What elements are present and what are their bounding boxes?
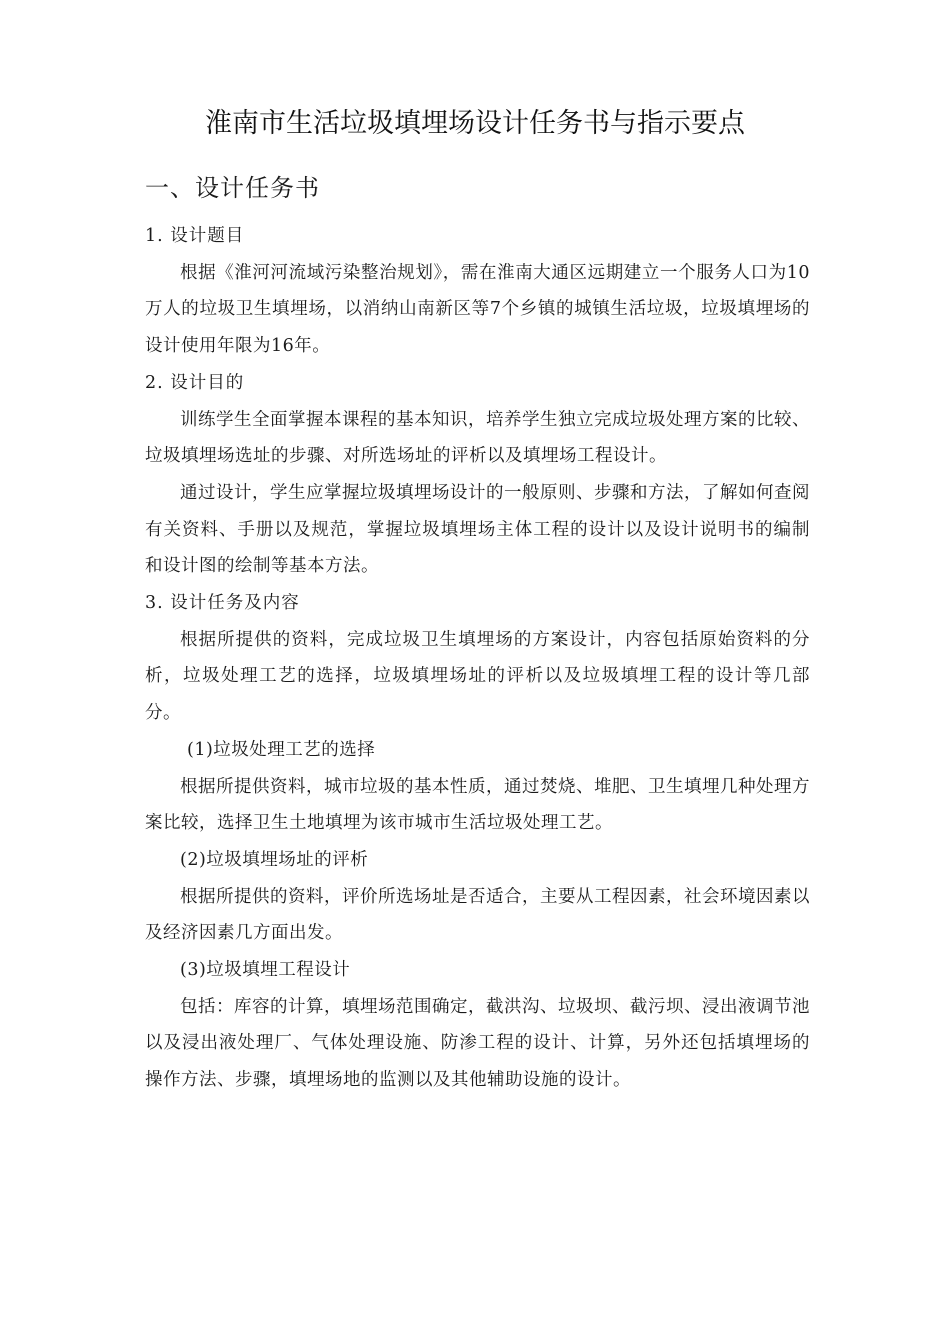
paragraph: 根据所提供的资料，评价所选场址是否适合，主要从工程因素，社会环境因素以及经济因素几方面出发。 bbox=[145, 886, 810, 944]
section-heading-design-brief: 一、设计任务书 bbox=[145, 174, 320, 202]
paragraph: 根据所提供的资料，完成垃圾卫生填埋场的方案设计，内容包括原始资料的分析，垃圾处理工艺的选择，垃圾填埋场址的评析以及垃圾填埋工程的设计等几部分。 bbox=[145, 629, 810, 724]
subheading-site-evaluation: (2)垃圾填埋场址的评析 bbox=[180, 849, 369, 870]
document-title: 淮南市生活垃圾填埋场设计任务书与指示要点 bbox=[205, 108, 745, 139]
paragraph: 根据所提供资料，城市垃圾的基本性质，通过焚烧、堆肥、卫生填埋几种处理方案比较，选择卫生土地填埋为该市城市生活垃圾处理工艺。 bbox=[145, 776, 810, 834]
item-heading-design-purpose: 2. 设计目的 bbox=[145, 372, 245, 393]
item-heading-design-tasks: 3. 设计任务及内容 bbox=[145, 593, 300, 614]
document-body bbox=[145, 218, 810, 1099]
paragraph: 包括：库容的计算，填埋场范围确定，截洪沟、垃圾坝、截污坝、浸出液调节池以及浸出液处理厂、气体处理设施、防渗工程的设计、计算，另外还包括填埋场的操作方法、步骤，填埋场地的监测以及其他辅助设施的设计。 bbox=[145, 996, 810, 1091]
item-heading-design-topic: 1. 设计题目 bbox=[145, 226, 245, 246]
paragraph: 根据《淮河河流域污染整治规划》，需在淮南大通区远期建立一个服务人口为10万人的垃圾卫生填埋场，以消纳山南新区等7个乡镇的城镇生活垃圾，垃圾填埋场的设计使用年限为16年。 bbox=[145, 262, 810, 357]
paragraph: 通过设计，学生应掌握垃圾填埋场设计的一般原则、步骤和方法，了解如何查阅有关资料、手册以及规范，掌握垃圾填埋场主体工程的设计以及设计说明书的编制和设计图的绘制等基本方法。 bbox=[145, 482, 810, 577]
subheading-process-selection: (1)垃圾处理工艺的选择 bbox=[187, 739, 376, 760]
paragraph: 训练学生全面掌握本课程的基本知识，培养学生独立完成垃圾处理方案的比较、垃圾填埋场选址的步骤、对所选场址的评析以及填埋场工程设计。 bbox=[145, 409, 810, 467]
subheading-landfill-engineering: (3)垃圾填埋工程设计 bbox=[180, 960, 351, 981]
